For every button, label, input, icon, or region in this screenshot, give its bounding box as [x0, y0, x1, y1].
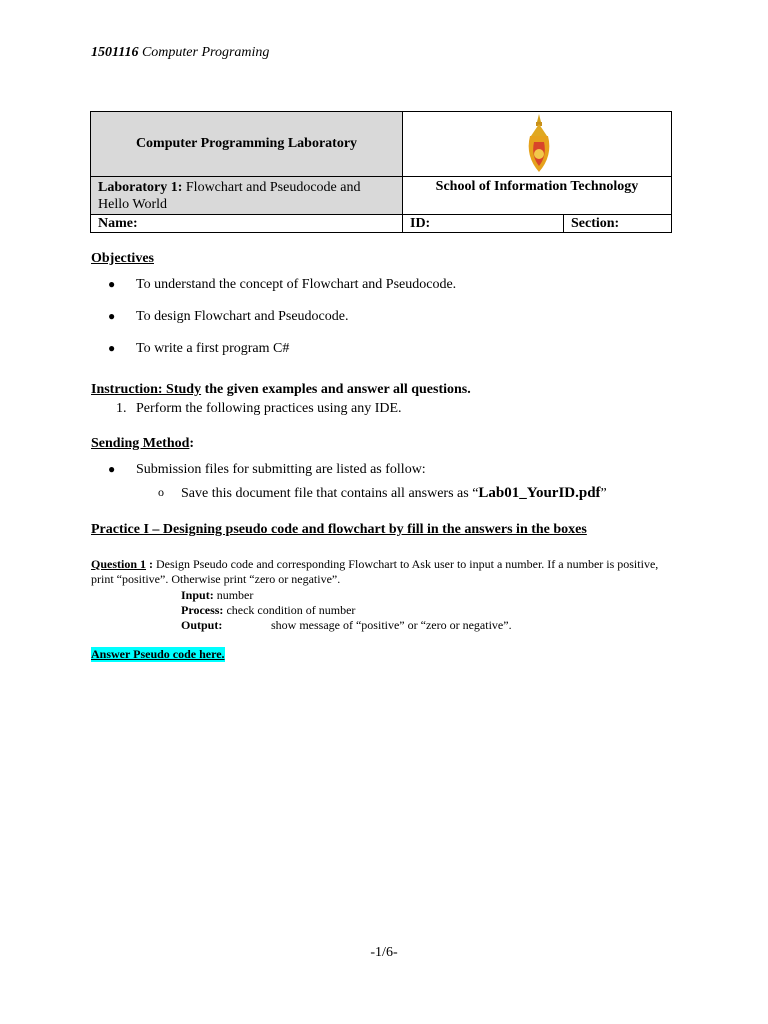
course-name: Computer Programing [141, 45, 270, 60]
objectives-heading: Objectives [91, 251, 154, 266]
page-number: -1/6- [370, 945, 398, 960]
subitem-text [181, 485, 607, 502]
name-field: Name: [91, 215, 403, 233]
lab-label: Laboratory 1: [98, 179, 183, 195]
lab-name: Flowchart and Pseudocode and Hello World [98, 179, 361, 212]
logo-cell [403, 112, 672, 177]
input-row [181, 588, 253, 603]
id-field: ID: [403, 215, 564, 233]
question-sep: : [146, 557, 157, 571]
output-row [181, 618, 512, 633]
instruction-heading [91, 382, 471, 398]
practice-heading: Practice I – Designing pseudo code and flowchart by fill in the answers in the boxes [91, 522, 587, 537]
sending-subitem [158, 485, 607, 501]
lab-info-table [90, 111, 672, 233]
bullet-icon: ● [108, 277, 116, 291]
question-text: Design Pseudo code and corresponding Flowchart to Ask user to input a number. If a number is positive, print “positive”. Otherwise print “zero or negative”. [91, 557, 659, 586]
process-row [181, 603, 355, 618]
process-value: check condition of number [226, 603, 356, 617]
sending-method-heading [91, 436, 194, 452]
answer-pseudocode-label: Answer Pseudo code here. [91, 647, 225, 661]
input-value: number [216, 588, 254, 602]
question-1 [91, 557, 671, 587]
bullet-icon: ● [108, 341, 116, 355]
course-header [91, 45, 269, 61]
bullet-icon: ● [108, 309, 116, 323]
university-emblem-icon [519, 112, 559, 176]
process-label: Process: [181, 603, 224, 617]
lab-number-cell [91, 177, 403, 215]
instruction-label: Instruction: Study [91, 382, 202, 397]
bullet-icon: ● [108, 462, 116, 476]
course-code: 1501116 [91, 45, 139, 60]
step-number: 1. [116, 401, 127, 416]
subitem-filename: Lab01_YourID.pdf [478, 485, 601, 501]
circle-bullet-icon: o [158, 485, 164, 499]
output-value: show message of “positive” or “zero or negative”. [271, 618, 512, 632]
output-label: Output: [181, 618, 223, 632]
instruction-text: the given examples and answer all questions. [201, 382, 471, 397]
input-label: Input: [181, 588, 214, 602]
step-text: Perform the following practices using any IDE. [136, 401, 402, 416]
subitem-prefix: Save this document file that contains all answers as “ [181, 486, 479, 501]
school-cell: School of Information Technology [403, 177, 672, 215]
subitem-suffix: ” [600, 486, 607, 501]
objective-text: To understand the concept of Flowchart and Pseudocode. [136, 277, 457, 292]
lab-title-cell: Computer Programming Laboratory [91, 112, 403, 177]
sending-colon: : [189, 436, 195, 451]
instruction-step [116, 401, 402, 417]
sending-label: Sending Method [91, 436, 190, 451]
sending-item-text: Submission files for submitting are listed as follow: [136, 462, 426, 477]
question-label: Question 1 [91, 557, 147, 571]
objective-text: To design Flowchart and Pseudocode. [136, 309, 349, 324]
objective-text: To write a first program C# [136, 341, 290, 356]
section-field: Section: [564, 215, 672, 233]
